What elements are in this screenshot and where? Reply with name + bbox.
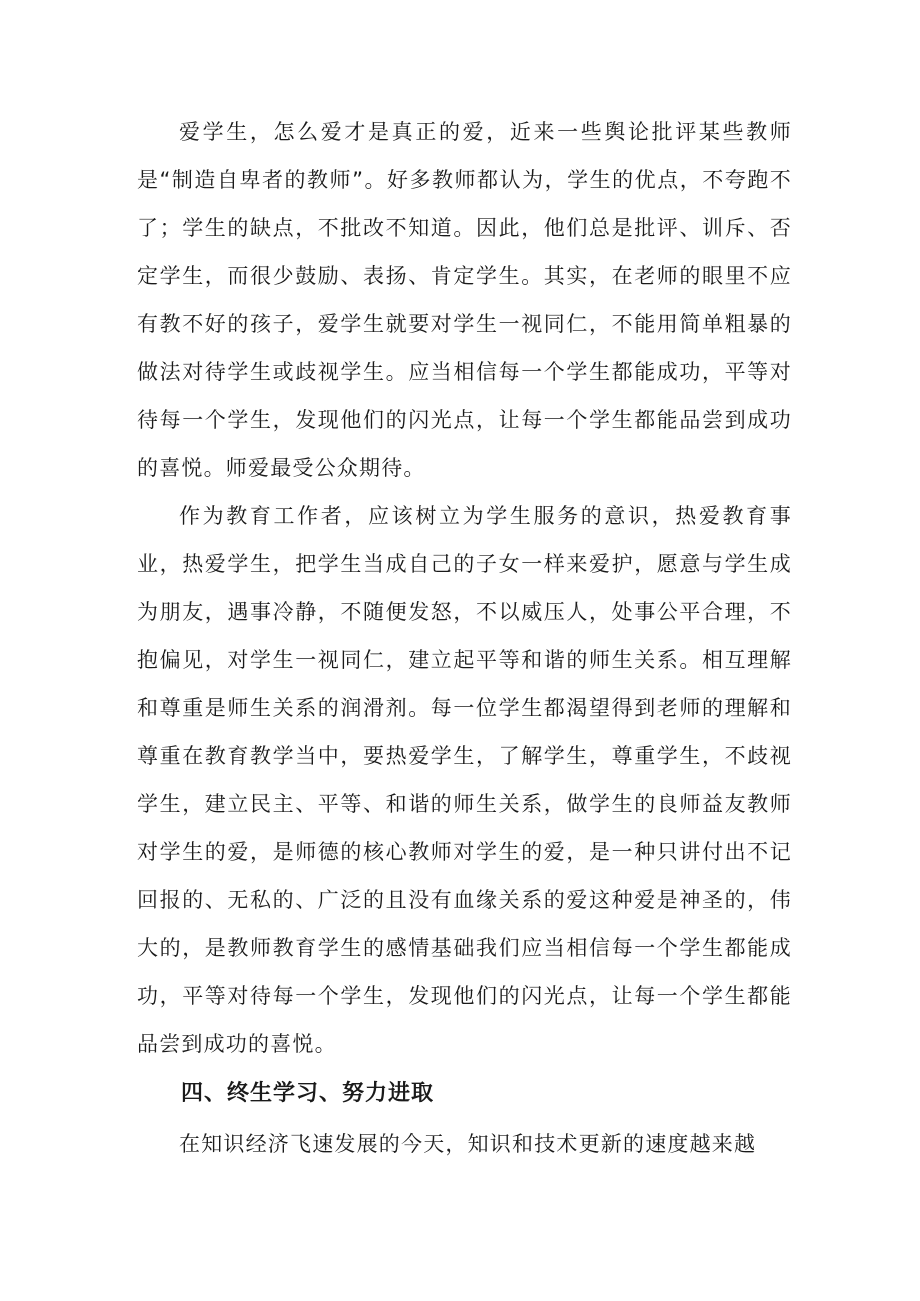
- paragraph-love-students: 爱学生，怎么爱才是真正的爱，近来一些舆论批评某些教师是“制造自卑者的教师”。好多教师都认为，学生的优点，不夸跑不了；学生的缺点，不批改不知道。因此，他们总是批评、训斥、否定学生，而很少鼓励、表扬、肯定学生。其实，在老师的眼里不应有教不好的孩子，爱学生就要对学生一视同仁，不能用简单粗暴的做法对待学生或歧视学生。应当相信每一个学生都能成功，平等对待每一个学生，发现他们的闪光点，让每一个学生都能品尝到成功的喜悦。师爱最受公众期待。: [137, 120, 792, 480]
- paragraph-educator-role: 作为教育工作者，应该树立为学生服务的意识，热爱教育事业，热爱学生，把学生当成自己的子女一样来爱护，愿意与学生成为朋友，遇事冷静，不随便发怒，不以威压人，处事公平合理，不抱偏见，对学生一视同仁，建立起平等和谐的师生关系。相互理解和尊重是师生关系的润滑剂。每一位学生都渴望得到老师的理解和尊重在教育教学当中，要热爱学生，了解学生，尊重学生，不歧视学生，建立民主、平等、和谐的师生关系，做学生的良师益友教师对学生的爱，是师德的核心教师对学生的爱，是一种只讲付出不记回报的、无私的、广泛的且没有血缘关系的爱这种爱是神圣的，伟大的，是教师教育学生的感情基础我们应当相信每一个学生都能成功，平等对待每一个学生，发现他们的闪光点，让每一个学生都能品尝到成功的喜悦。: [137, 504, 792, 1056]
- section-heading: 四、终生学习、努力进取: [181, 1081, 435, 1106]
- paragraph-lifelong-learning: 在知识经济飞速发展的今天，知识和技术更新的速度越来越: [179, 1132, 757, 1156]
- document-body: [137, 108, 792, 1168]
